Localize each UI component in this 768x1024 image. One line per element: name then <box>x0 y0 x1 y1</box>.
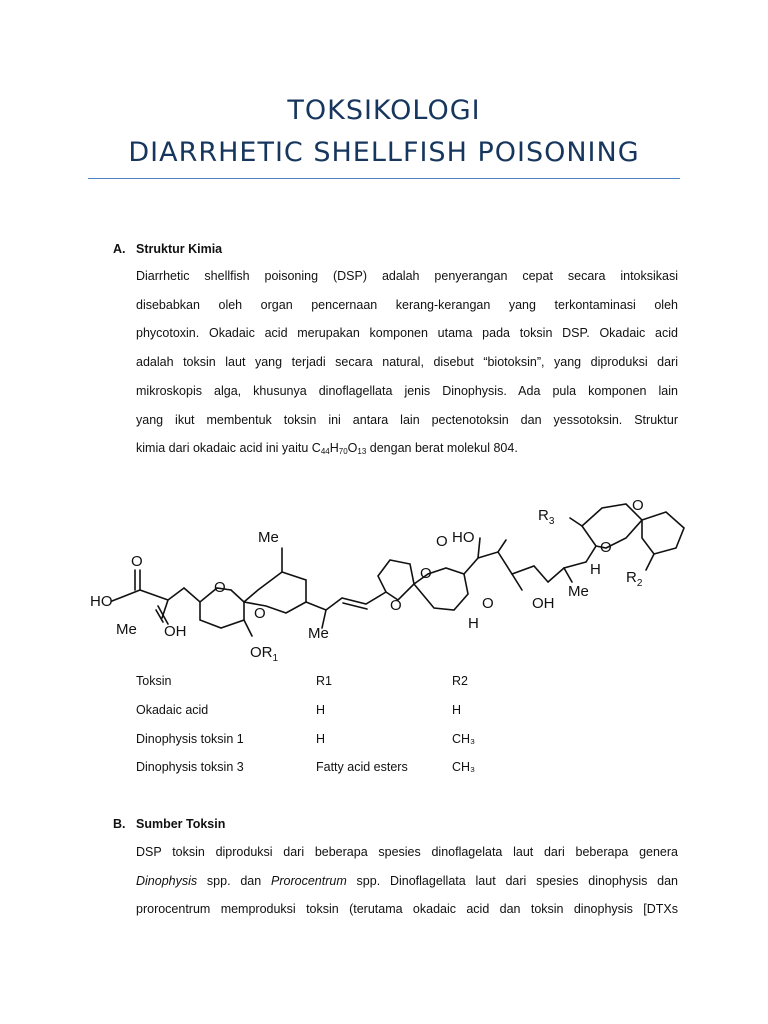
formula-c-count: 44 <box>320 447 330 457</box>
section-b-paragraph <box>136 838 678 924</box>
paragraph-line: yang ikut membentuk toksin ini antara lain pectenotoksin dan yessotoksin. Struktur <box>136 412 678 427</box>
table-cell: Fatty acid esters <box>316 760 408 775</box>
table-cell: Dinophysis toksin 3 <box>136 760 244 775</box>
formula-o-count: 13 <box>357 447 367 457</box>
label-o: O <box>600 539 612 556</box>
section-a-letter: A. <box>113 242 126 256</box>
section-b-title: Sumber Toksin <box>136 817 226 831</box>
formula-h-count: 70 <box>338 447 348 457</box>
r-subscript: 3 <box>548 516 555 527</box>
or-subscript: 1 <box>272 653 279 664</box>
paragraph-line: phycotoxin. Okadaic acid merupakan komponen utama pada toksin DSP. Okadaic acid <box>136 326 678 341</box>
section-a-paragraph <box>136 262 678 463</box>
label-thf-o: O <box>390 597 402 614</box>
table-header-cell: R1 <box>316 674 332 688</box>
label-oh: OH <box>164 623 187 640</box>
label-carbonyl-o: O <box>131 553 143 570</box>
label-spiro-o: O <box>420 565 432 582</box>
document-title-line-1: TOKSIKOLOGI <box>287 95 481 126</box>
paragraph-line: mikroskopis alga, khusunya dinoflagellata jenis Dinophysis. Ada pula komponen lain <box>136 383 678 398</box>
text-run: spp. Dinoflagellata laut dari spesies dinophysis dan <box>346 873 678 888</box>
paragraph-line: prorocentrum memproduksi toksin (terutama okadaic acid dan toksin dinophysis [DTXs <box>136 902 678 917</box>
label-me: Me <box>116 621 137 638</box>
genus-name: Prorocentrum <box>271 873 347 888</box>
formula-o-letter: O <box>347 441 358 456</box>
paragraph-line <box>136 867 678 896</box>
label-ho: HO <box>90 593 113 610</box>
title-underline <box>88 178 680 179</box>
r-subscript: 2 <box>636 578 643 589</box>
label-me: Me <box>258 529 279 546</box>
table-cell: Dinophysis toksin 1 <box>136 731 244 746</box>
table-cell: H <box>316 702 326 717</box>
document-title-line-2: DIARRHETIC SHELLFISH POISONING <box>128 137 640 168</box>
table-cell: CH₃ <box>452 731 476 746</box>
formula-line <box>136 434 678 463</box>
label-ring-o: O <box>254 605 266 622</box>
label-spiro-o: O <box>436 533 448 550</box>
or-text: OR <box>250 644 273 661</box>
paragraph-line: DSP toksin diproduksi dari beberapa spesies dinoflagelata laut dari beberapa genera <box>136 845 678 859</box>
okadaic-acid-structure <box>86 478 686 668</box>
label-me: Me <box>568 583 589 600</box>
table-cell: CH₃ <box>452 760 476 775</box>
label-o: O <box>632 497 644 514</box>
r-text: R <box>538 507 549 524</box>
table-header-cell: R2 <box>452 674 468 688</box>
label-or1 <box>250 644 279 664</box>
label-r3 <box>538 507 555 527</box>
formula-prefix: kimia dari okadaic acid ini yaitu C <box>136 441 321 456</box>
table-header-cell: Toksin <box>136 674 172 688</box>
label-o: O <box>482 595 494 612</box>
table-cell: Okadaic acid <box>136 702 209 717</box>
paragraph-line: adalah toksin laut yang terjadi secara natural, disebut “biotoksin”, yang diproduksi dari <box>136 355 678 370</box>
label-ring-o: O <box>214 579 226 596</box>
paragraph-line: disebabkan oleh organ pencernaan kerang-kerangan yang terkontaminasi oleh <box>136 297 678 312</box>
r-text: R <box>626 569 637 586</box>
paragraph-line: Diarrhetic shellfish poisoning (DSP) adalah penyerangan cepat secara intoksikasi <box>136 269 678 283</box>
table-cell: H <box>316 731 326 746</box>
label-r2 <box>626 569 643 589</box>
label-h: H <box>590 561 601 578</box>
label-me: Me <box>308 625 329 642</box>
label-oh: OH <box>532 595 555 612</box>
section-b-letter: B. <box>113 817 126 831</box>
formula-h-letter: H <box>329 441 339 456</box>
formula-suffix: dengan berat molekul 804. <box>366 441 518 456</box>
label-ho: HO <box>452 529 475 546</box>
section-a-title: Struktur Kimia <box>136 242 223 256</box>
genus-name: Dinophysis <box>136 873 198 888</box>
text-run: spp. dan <box>197 873 272 888</box>
label-h: H <box>468 615 479 632</box>
table-cell: H <box>452 702 462 717</box>
